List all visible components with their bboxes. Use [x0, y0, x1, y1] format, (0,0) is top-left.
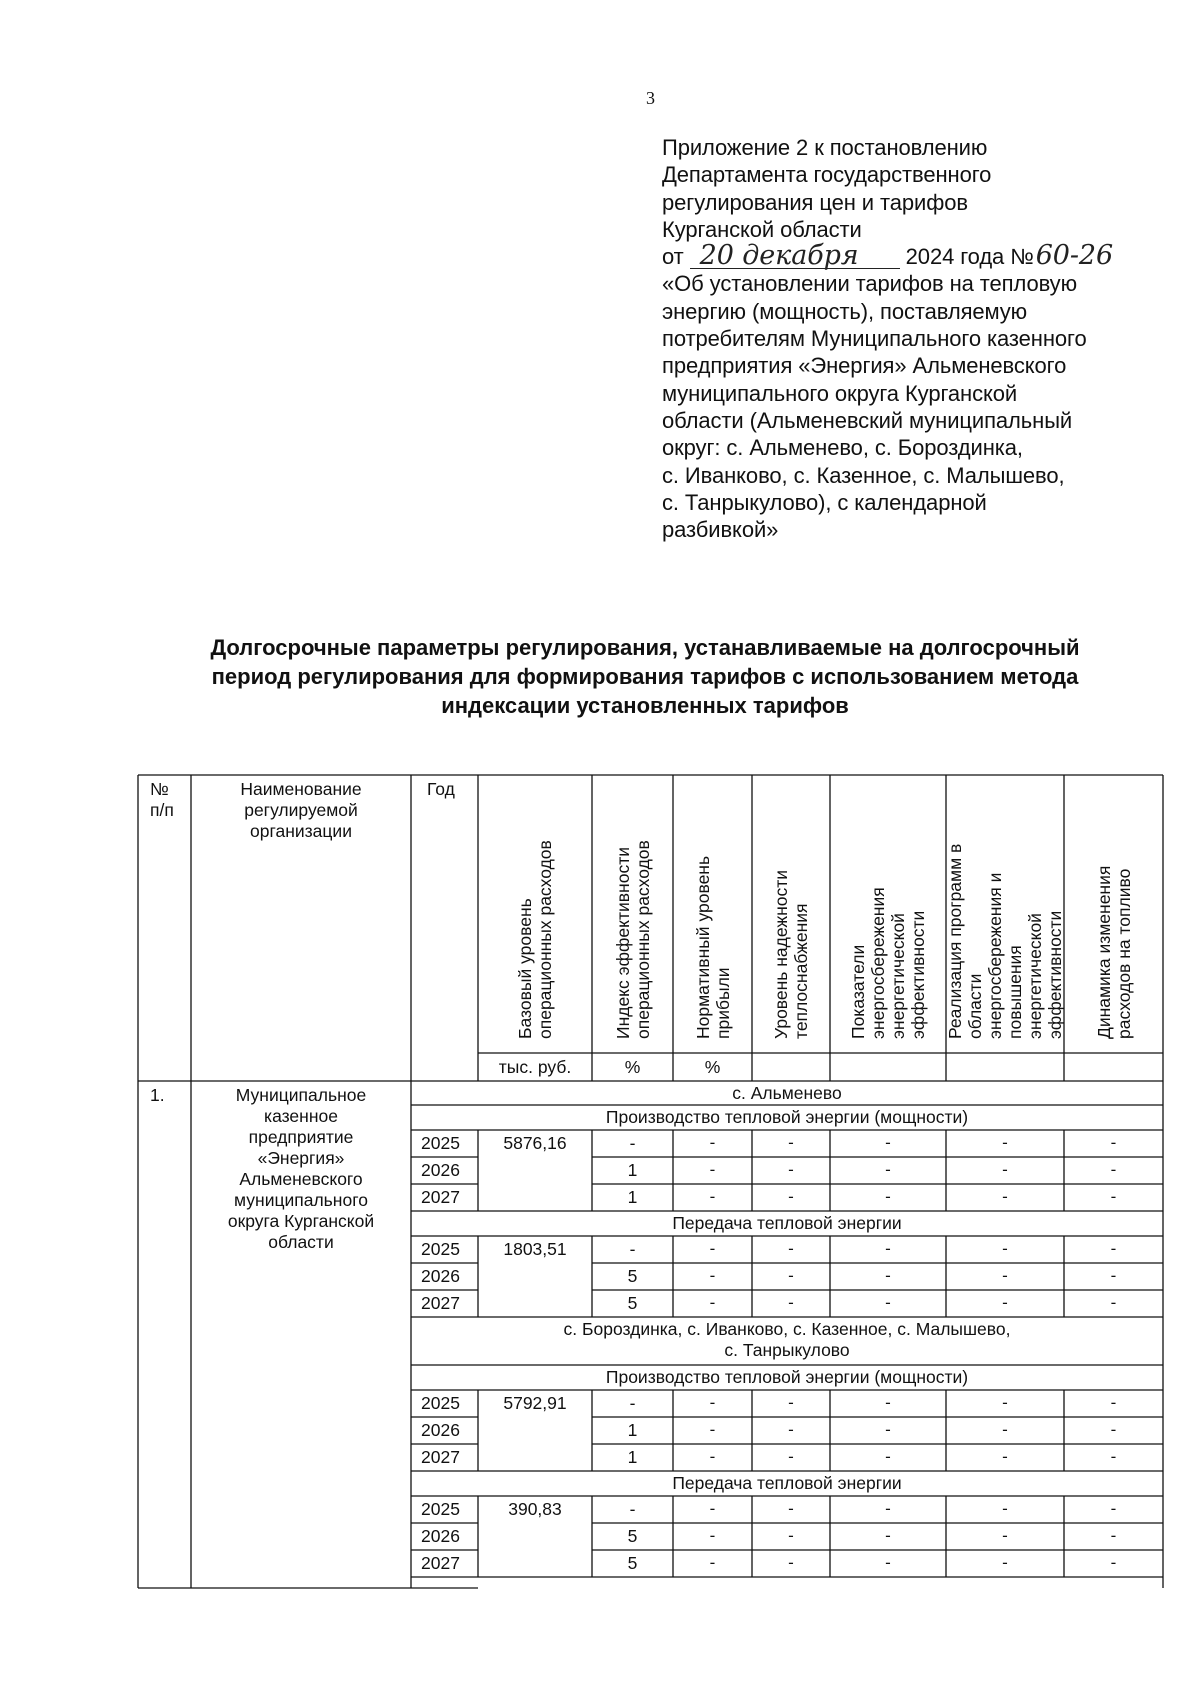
- appendix-subject-line: «Об установлении тарифов на тепловую: [662, 271, 1077, 297]
- header-vertical-4: [771, 870, 811, 1039]
- location-header: [411, 1083, 1163, 1104]
- empty-mark: -: [788, 1187, 794, 1206]
- empty-mark: -: [788, 1553, 794, 1572]
- efficiency-index-value: 5: [627, 1293, 638, 1313]
- empty-mark: -: [885, 1553, 891, 1572]
- empty-mark: -: [1002, 1133, 1008, 1152]
- empty-mark: -: [1002, 1447, 1008, 1466]
- header-number-line: №: [150, 779, 169, 799]
- title-line: индексации установленных тарифов: [441, 693, 849, 718]
- header-vertical-line: расходов на топливо: [1113, 868, 1134, 1039]
- empty-mark: -: [709, 1239, 716, 1258]
- empty-mark: -: [788, 1420, 794, 1439]
- header-vertical-line: Показатели: [848, 944, 868, 1039]
- header-organization-line: Наименование: [240, 779, 362, 799]
- header-vertical-3: [693, 856, 733, 1039]
- empty-mark: -: [1002, 1187, 1008, 1206]
- appendix-line: Приложение 2 к постановлению: [662, 135, 988, 160]
- header-vertical-line: прибыли: [712, 967, 733, 1039]
- empty-mark: -: [709, 1526, 716, 1545]
- efficiency-index-value: 1: [627, 1160, 638, 1180]
- empty-mark: -: [885, 1499, 891, 1518]
- empty-mark: -: [1002, 1160, 1008, 1179]
- date-prefix: от: [662, 244, 684, 270]
- appendix-line: Курганской области: [662, 216, 862, 242]
- empty-mark: -: [709, 1420, 716, 1439]
- location-line: с. Бороздинка, с. Иванково, с. Казенное, с. Малышево,: [563, 1319, 1011, 1339]
- row-number: 1.: [150, 1085, 165, 1105]
- header-vertical-line: Индекс эффективности: [612, 847, 633, 1039]
- header-vertical-line: Реализация программ в: [945, 843, 965, 1039]
- empty-mark: -: [885, 1447, 891, 1466]
- empty-mark: -: [885, 1393, 891, 1412]
- empty-mark: -: [788, 1447, 794, 1466]
- header-year: Год: [427, 779, 455, 799]
- empty-mark: -: [1002, 1499, 1008, 1518]
- empty-mark: -: [1002, 1293, 1008, 1312]
- handwritten-date: 20 декабря: [690, 244, 900, 269]
- empty-mark: -: [788, 1266, 794, 1285]
- efficiency-index-value: 1: [627, 1447, 638, 1467]
- empty-mark: -: [885, 1187, 891, 1206]
- appendix-subject-line: разбивкой»: [662, 517, 779, 543]
- empty-mark: -: [709, 1553, 716, 1572]
- header-vertical-6: [945, 844, 1065, 1039]
- year-cell: 2027: [421, 1553, 460, 1573]
- page-number: 3: [646, 88, 655, 108]
- title-line: Долгосрочные параметры регулирования, устанавливаемые на долгосрочный: [210, 635, 1080, 660]
- organization-name-line: Муниципальное: [235, 1085, 367, 1105]
- empty-mark: -: [709, 1293, 716, 1312]
- efficiency-index-value: 1: [627, 1187, 638, 1207]
- efficiency-index-value: -: [629, 1499, 636, 1519]
- location-header: [411, 1319, 1163, 1361]
- header-vertical-1: [515, 840, 555, 1039]
- empty-mark: -: [1110, 1266, 1117, 1285]
- appendix-line: регулирования цен и тарифов: [662, 189, 968, 215]
- year-cell: 2026: [421, 1266, 460, 1286]
- empty-mark: -: [788, 1160, 794, 1179]
- appendix-subject-line: округ: с. Альменево, с. Бороздинка,: [662, 435, 1023, 461]
- header-vertical-line: энергетической: [888, 913, 908, 1039]
- empty-mark: -: [885, 1293, 891, 1312]
- efficiency-index-value: -: [629, 1133, 636, 1153]
- organization-name-line: области: [268, 1232, 334, 1252]
- year-cell: 2027: [421, 1293, 460, 1313]
- base-opex-value: 390,83: [508, 1499, 562, 1519]
- header-vertical-line: Нормативный уровень: [692, 855, 713, 1039]
- empty-mark: -: [788, 1393, 794, 1412]
- service-header: Передача тепловой энергии: [672, 1473, 902, 1493]
- empty-mark: -: [1110, 1499, 1117, 1518]
- appendix-line: Департамента государственного: [662, 162, 992, 188]
- location-line: с. Танрыкулово: [724, 1340, 850, 1360]
- appendix-subject-line: энергию (мощность), поставляемую: [662, 298, 1028, 324]
- header-vertical-5: [848, 887, 928, 1039]
- handwritten-number: 60-26: [1035, 240, 1114, 272]
- empty-mark: -: [709, 1160, 716, 1179]
- year-cell: 2026: [421, 1160, 460, 1180]
- empty-mark: -: [788, 1499, 794, 1518]
- empty-mark: -: [709, 1447, 716, 1466]
- empty-mark: -: [1110, 1239, 1117, 1258]
- service-header: Передача тепловой энергии: [672, 1213, 902, 1233]
- header-vertical-line: операционных расходов: [535, 840, 555, 1039]
- empty-mark: -: [1002, 1266, 1008, 1285]
- year-cell: 2025: [421, 1499, 460, 1519]
- header-vertical-line: энергосбережения и: [985, 872, 1005, 1039]
- empty-mark: -: [885, 1239, 891, 1258]
- header-vertical-2: [613, 840, 653, 1039]
- empty-mark: -: [709, 1393, 716, 1412]
- empty-mark: -: [1110, 1393, 1117, 1412]
- efficiency-index-value: 5: [627, 1266, 638, 1286]
- service-header: Производство тепловой энергии (мощности): [605, 1107, 969, 1127]
- empty-mark: -: [1110, 1553, 1117, 1572]
- organization-name-line: «Энергия»: [257, 1148, 345, 1168]
- empty-mark: -: [885, 1160, 891, 1179]
- header-vertical-line: энергосбережения: [868, 887, 888, 1039]
- units-cell: %: [624, 1057, 641, 1077]
- organization-name-line: казенное: [264, 1106, 338, 1126]
- header-organization-line: регулируемой: [244, 800, 358, 820]
- empty-mark: -: [709, 1266, 716, 1285]
- appendix-subject-line: с. Иванково, с. Казенное, с. Малышево,: [662, 462, 1065, 488]
- organization-name: [191, 1085, 411, 1253]
- empty-mark: -: [1110, 1293, 1117, 1312]
- units-cell: %: [704, 1057, 721, 1077]
- date-suffix: 2024 года №: [905, 244, 1034, 270]
- efficiency-index-value: 5: [627, 1526, 638, 1546]
- efficiency-index-value: -: [629, 1239, 636, 1259]
- appendix-subject-line: предприятия «Энергия» Альменевского: [662, 353, 1067, 379]
- empty-mark: -: [1110, 1420, 1117, 1439]
- year-cell: 2025: [421, 1393, 460, 1413]
- empty-mark: -: [1002, 1420, 1008, 1439]
- empty-mark: -: [1110, 1526, 1117, 1545]
- header-vertical-line: Уровень надежности: [771, 869, 791, 1039]
- empty-mark: -: [1002, 1239, 1008, 1258]
- header-vertical-7: [1094, 866, 1134, 1039]
- base-opex-value: 5792,91: [503, 1393, 567, 1413]
- empty-mark: -: [788, 1133, 794, 1152]
- empty-mark: -: [1110, 1447, 1117, 1466]
- service-header: Производство тепловой энергии (мощности): [605, 1367, 969, 1387]
- empty-mark: -: [1110, 1187, 1117, 1206]
- header-vertical-line: эффективности: [908, 910, 928, 1039]
- header-vertical-line: Динамика изменения: [1093, 865, 1114, 1039]
- units-cell: тыс. руб.: [498, 1057, 572, 1077]
- organization-name-line: муниципального: [234, 1190, 368, 1210]
- empty-mark: -: [1002, 1393, 1008, 1412]
- empty-mark: -: [709, 1187, 716, 1206]
- empty-mark: -: [1110, 1133, 1117, 1152]
- base-opex-value: 1803,51: [503, 1239, 567, 1259]
- appendix-subject-line: области (Альменевский муниципальный: [662, 407, 1073, 433]
- empty-mark: -: [788, 1239, 794, 1258]
- empty-mark: -: [709, 1133, 716, 1152]
- appendix-subject-line: муниципального округа Курганской: [662, 380, 1018, 406]
- appendix-subject-line: с. Танрыкулово), с календарной: [662, 489, 987, 515]
- year-cell: 2027: [421, 1187, 460, 1207]
- location-line: с. Альменево: [732, 1083, 842, 1103]
- organization-name-line: предприятие: [248, 1127, 354, 1147]
- header-organization-line: организации: [250, 821, 352, 841]
- header-organization: [191, 779, 411, 842]
- empty-mark: -: [885, 1420, 891, 1439]
- year-cell: 2026: [421, 1420, 460, 1440]
- header-number-line: п/п: [150, 800, 174, 820]
- empty-mark: -: [885, 1526, 891, 1545]
- empty-mark: -: [709, 1499, 716, 1518]
- year-cell: 2025: [421, 1133, 460, 1153]
- header-vertical-line: повышения: [1005, 945, 1025, 1039]
- empty-mark: -: [788, 1293, 794, 1312]
- organization-name-line: Альменевского: [239, 1169, 363, 1189]
- header-vertical-line: эффективности: [1045, 910, 1065, 1039]
- empty-mark: -: [1002, 1553, 1008, 1572]
- year-cell: 2025: [421, 1239, 460, 1259]
- base-opex-value: 5876,16: [503, 1133, 567, 1153]
- efficiency-index-value: -: [629, 1393, 636, 1413]
- empty-mark: -: [1002, 1526, 1008, 1545]
- header-vertical-line: энергетической: [1025, 913, 1045, 1039]
- header-vertical-line: Базовый уровень: [515, 898, 535, 1039]
- year-cell: 2027: [421, 1447, 460, 1467]
- year-cell: 2026: [421, 1526, 460, 1546]
- empty-mark: -: [885, 1133, 891, 1152]
- header-vertical-line: операционных расходов: [632, 840, 653, 1039]
- empty-mark: -: [885, 1266, 891, 1285]
- title-line: период регулирования для формирования тарифов с использованием метода: [211, 664, 1079, 689]
- empty-mark: -: [1110, 1160, 1117, 1179]
- header-vertical-line: области: [965, 973, 985, 1039]
- efficiency-index-value: 1: [627, 1420, 638, 1440]
- efficiency-index-value: 5: [627, 1553, 638, 1573]
- organization-name-line: округа Курганской: [227, 1211, 375, 1231]
- empty-mark: -: [788, 1526, 794, 1545]
- header-vertical-line: теплоснабжения: [791, 903, 811, 1039]
- appendix-subject-line: потребителям Муниципального казенного: [662, 326, 1087, 352]
